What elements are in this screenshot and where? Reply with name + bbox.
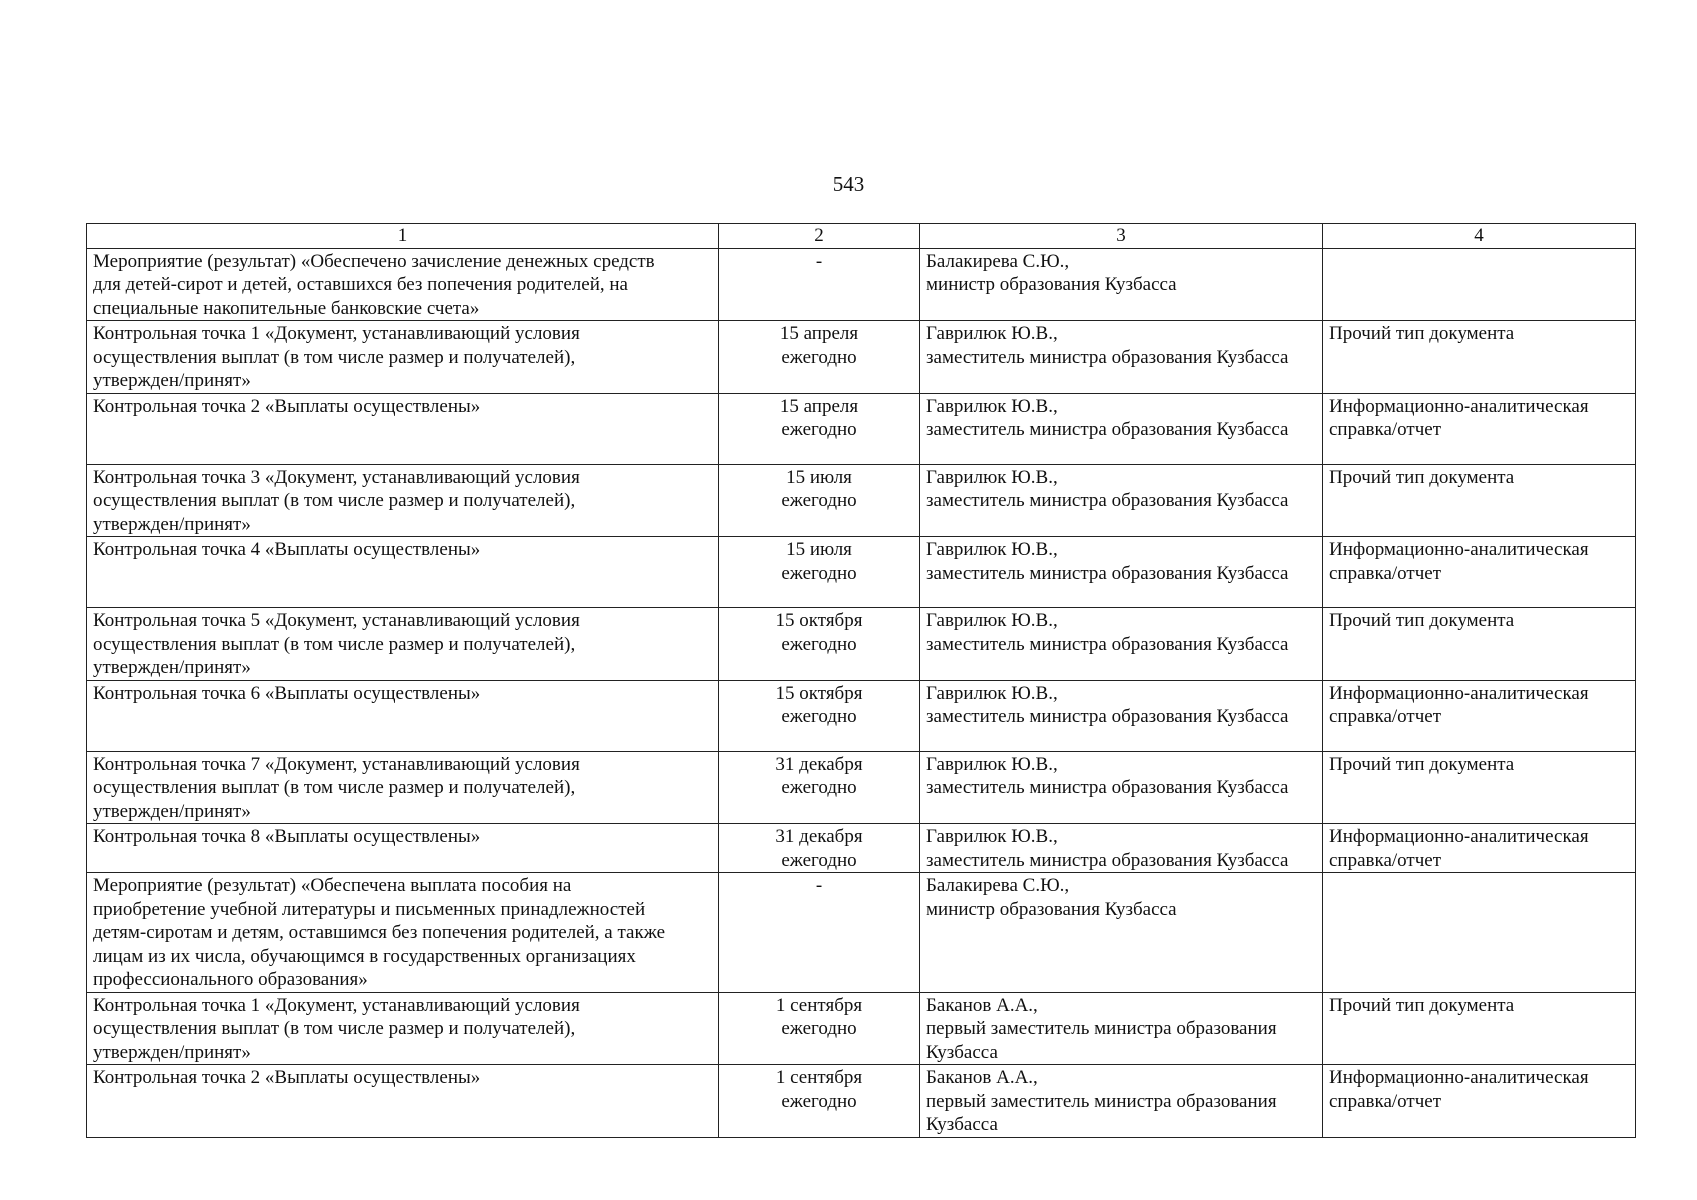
cell-text-line: осуществления выплат (в том числе размер и получателей), xyxy=(93,1018,576,1039)
cell-text-line: ежегодно xyxy=(781,1018,857,1039)
cell-text-line: утвержден/принят» xyxy=(93,513,251,535)
cell-text-line: ежегодно xyxy=(781,1090,857,1112)
document-type-cell xyxy=(1323,464,1636,537)
cell-text-line: Контрольная точка 2 «Выплаты осуществлены» xyxy=(93,1067,481,1088)
table-row xyxy=(87,248,1636,321)
cell-text-line: Баканов А.А., xyxy=(926,994,1038,1016)
cell-text-line: 15 июля xyxy=(786,539,852,560)
cell-text-line: осуществления выплат (в том числе размер и получателей), xyxy=(93,346,576,368)
cell-text-line: заместитель министра образования Кузбасса xyxy=(926,419,1289,440)
cell-text-line: справка/отчет xyxy=(1329,706,1442,727)
page-number: 543 xyxy=(832,172,865,196)
cell-text-line: Информационно-аналитическая xyxy=(1329,1067,1589,1088)
document-type-cell xyxy=(1323,537,1636,608)
cell-text-line: Кузбасса xyxy=(926,1114,998,1135)
responsible-cell xyxy=(920,751,1323,824)
cell-text-line: министр образования Кузбасса xyxy=(926,898,1177,920)
cell-text-line: 31 декабря xyxy=(775,826,863,847)
cell-text-line: Мероприятие (результат) «Обеспечено зачисление денежных средств xyxy=(93,250,655,272)
column-header-1: 1 xyxy=(87,224,719,249)
cell-text-line: Балакирева С.Ю., xyxy=(926,875,1070,896)
cell-text-line: Гаврилюк Ю.В., xyxy=(926,826,1058,847)
table-row xyxy=(87,1065,1636,1138)
cell-text-line: - xyxy=(815,250,823,272)
cell-text-line: ежегодно xyxy=(781,633,857,655)
column-header-4: 4 xyxy=(1323,224,1636,249)
cell-text-line: Кузбасса xyxy=(926,1041,998,1063)
cell-text-line: Прочий тип документа xyxy=(1329,994,1515,1016)
deadline-cell xyxy=(719,608,920,681)
table-row xyxy=(87,873,1636,993)
cell-text-line: Гаврилюк Ю.В., xyxy=(926,466,1058,488)
cell-text-line: приобретение учебной литературы и письменных принадлежностей xyxy=(93,898,646,920)
responsible-cell xyxy=(920,248,1323,321)
cell-text-line: справка/отчет xyxy=(1329,849,1442,871)
cell-text-line: ежегодно xyxy=(781,849,857,871)
cell-text-line: заместитель министра образования Кузбасса xyxy=(926,562,1289,584)
cell-text-line: Информационно-аналитическая xyxy=(1329,395,1589,417)
document-type-cell xyxy=(1323,393,1636,464)
cell-text-line: Контрольная точка 4 «Выплаты осуществлены» xyxy=(93,539,481,560)
cell-text-line: Контрольная точка 5 «Документ, устанавливающий условия xyxy=(93,610,580,631)
deadline-cell xyxy=(719,680,920,751)
cell-text-line: ежегодно xyxy=(781,706,857,727)
cell-text-line: 15 октября xyxy=(775,682,863,704)
cell-text-line: заместитель министра образования Кузбасса xyxy=(926,706,1289,727)
document-type-cell xyxy=(1323,680,1636,751)
cell-text-line: заместитель министра образования Кузбасса xyxy=(926,849,1289,871)
document-type-cell xyxy=(1323,608,1636,681)
cell-text-line: осуществления выплат (в том числе размер и получателей), xyxy=(93,633,576,655)
cell-text-line: для детей-сирот и детей, оставшихся без попечения родителей, на xyxy=(93,274,628,295)
header-row xyxy=(87,224,1636,249)
cell-text-line: Информационно-аналитическая xyxy=(1329,682,1589,704)
cell-text-line: 31 декабря xyxy=(775,753,863,775)
column-header-2: 2 xyxy=(719,224,920,249)
deadline-cell xyxy=(719,824,920,873)
activity-cell xyxy=(87,321,719,394)
deadline-cell xyxy=(719,751,920,824)
document-type-cell xyxy=(1323,992,1636,1065)
responsible-cell xyxy=(920,321,1323,394)
cell-text-line: Контрольная точка 6 «Выплаты осуществлены» xyxy=(93,682,481,704)
cell-text-line: Информационно-аналитическая xyxy=(1329,826,1589,847)
document-type-cell xyxy=(1323,1065,1636,1138)
responsible-cell xyxy=(920,992,1323,1065)
cell-text-line: министр образования Кузбасса xyxy=(926,274,1177,295)
activity-cell xyxy=(87,464,719,537)
cell-text-line: утвержден/принят» xyxy=(93,800,251,822)
cell-text-line: Прочий тип документа xyxy=(1329,466,1515,488)
cell-text-line: 15 июля xyxy=(786,466,852,488)
document-type-cell xyxy=(1323,873,1636,993)
cell-text-line: Прочий тип документа xyxy=(1329,753,1515,775)
table-row xyxy=(87,680,1636,751)
activity-cell xyxy=(87,751,719,824)
activity-cell xyxy=(87,248,719,321)
cell-text-line: ежегодно xyxy=(781,419,857,440)
table-row xyxy=(87,393,1636,464)
cell-text-line: первый заместитель министра образования xyxy=(926,1090,1277,1112)
table-row xyxy=(87,321,1636,394)
cell-text-line: 1 сентября xyxy=(775,994,863,1016)
cell-text-line: справка/отчет xyxy=(1329,562,1442,584)
cell-text-line: Контрольная точка 7 «Документ, устанавливающий условия xyxy=(93,753,580,775)
cell-text-line: Контрольная точка 2 «Выплаты осуществлены» xyxy=(93,395,481,417)
cell-text-line: Гаврилюк Ю.В., xyxy=(926,539,1058,560)
cell-text-line: 15 апреля xyxy=(779,395,859,417)
table-row xyxy=(87,751,1636,824)
activity-cell xyxy=(87,1065,719,1138)
cell-text-line: Контрольная точка 3 «Документ, устанавливающий условия xyxy=(93,466,580,488)
cell-text-line: специальные накопительные банковские счета» xyxy=(93,297,480,319)
cell-text-line: Контрольная точка 1 «Документ, устанавливающий условия xyxy=(93,994,580,1016)
cell-text-line: ежегодно xyxy=(781,777,857,798)
cell-text-line: утвержден/принят» xyxy=(93,657,251,678)
cell-text-line: ежегодно xyxy=(781,346,857,368)
cell-text-line: утвержден/принят» xyxy=(93,1041,251,1063)
document-type-cell xyxy=(1323,751,1636,824)
activity-cell xyxy=(87,680,719,751)
responsible-cell xyxy=(920,873,1323,993)
cell-text-line: Контрольная точка 8 «Выплаты осуществлены» xyxy=(93,826,481,847)
responsible-cell xyxy=(920,824,1323,873)
document-type-cell xyxy=(1323,321,1636,394)
document-type-cell xyxy=(1323,824,1636,873)
cell-text-line: заместитель министра образования Кузбасса xyxy=(926,633,1289,655)
responsible-cell xyxy=(920,1065,1323,1138)
plan-table xyxy=(86,223,1636,1138)
table-row xyxy=(87,992,1636,1065)
cell-text-line: профессионального образования» xyxy=(93,969,368,990)
activity-cell xyxy=(87,824,719,873)
cell-text-line: Гаврилюк Ю.В., xyxy=(926,682,1058,704)
deadline-cell xyxy=(719,992,920,1065)
deadline-cell xyxy=(719,873,920,993)
deadline-cell xyxy=(719,321,920,394)
cell-text-line: заместитель министра образования Кузбасса xyxy=(926,490,1289,511)
cell-text-line: - xyxy=(815,875,823,896)
cell-text-line: Гаврилюк Ю.В., xyxy=(926,753,1058,775)
cell-text-line: лицам из их числа, обучающимся в государственных организациях xyxy=(93,945,636,967)
cell-text-line: осуществления выплат (в том числе размер и получателей), xyxy=(93,490,576,511)
cell-text-line: Информационно-аналитическая xyxy=(1329,539,1589,560)
column-header-3: 3 xyxy=(920,224,1323,249)
deadline-cell xyxy=(719,248,920,321)
cell-text-line: детям-сиротам и детям, оставшимся без попечения родителей, а также xyxy=(93,922,666,943)
table-row xyxy=(87,537,1636,608)
responsible-cell xyxy=(920,393,1323,464)
cell-text-line: справка/отчет xyxy=(1329,1090,1442,1112)
cell-text-line: Мероприятие (результат) «Обеспечена выплата пособия на xyxy=(93,875,572,896)
cell-text-line: Гаврилюк Ю.В., xyxy=(926,610,1058,631)
cell-text-line: ежегодно xyxy=(781,490,857,511)
cell-text-line: осуществления выплат (в том числе размер и получателей), xyxy=(93,777,576,798)
activity-cell xyxy=(87,992,719,1065)
deadline-cell xyxy=(719,537,920,608)
cell-text-line: заместитель министра образования Кузбасса xyxy=(926,346,1289,368)
cell-text-line: Гаврилюк Ю.В., xyxy=(926,395,1058,417)
cell-text-line: заместитель министра образования Кузбасса xyxy=(926,777,1289,798)
cell-text-line: Гаврилюк Ю.В., xyxy=(926,323,1058,344)
table-body xyxy=(87,248,1636,1137)
deadline-cell xyxy=(719,393,920,464)
table-row xyxy=(87,464,1636,537)
responsible-cell xyxy=(920,464,1323,537)
activity-cell xyxy=(87,873,719,993)
cell-text-line: Прочий тип документа xyxy=(1329,323,1515,344)
activity-cell xyxy=(87,537,719,608)
cell-text-line: Баканов А.А., xyxy=(926,1067,1038,1088)
activity-cell xyxy=(87,608,719,681)
cell-text-line: утвержден/принят» xyxy=(93,370,251,391)
cell-text-line: справка/отчет xyxy=(1329,419,1442,440)
cell-text-line: Контрольная точка 1 «Документ, устанавливающий условия xyxy=(93,323,580,344)
responsible-cell xyxy=(920,608,1323,681)
cell-text-line: 1 сентября xyxy=(775,1067,863,1088)
responsible-cell xyxy=(920,537,1323,608)
responsible-cell xyxy=(920,680,1323,751)
table-row xyxy=(87,608,1636,681)
table-row xyxy=(87,824,1636,873)
cell-text-line: первый заместитель министра образования xyxy=(926,1018,1277,1039)
activity-cell xyxy=(87,393,719,464)
cell-text-line: Прочий тип документа xyxy=(1329,610,1515,631)
cell-text-line: Балакирева С.Ю., xyxy=(926,250,1070,272)
cell-text-line: 15 апреля xyxy=(779,323,859,344)
cell-text-line: 15 октября xyxy=(775,610,863,631)
document-type-cell xyxy=(1323,248,1636,321)
deadline-cell xyxy=(719,1065,920,1138)
cell-text-line: ежегодно xyxy=(781,562,857,584)
deadline-cell xyxy=(719,464,920,537)
